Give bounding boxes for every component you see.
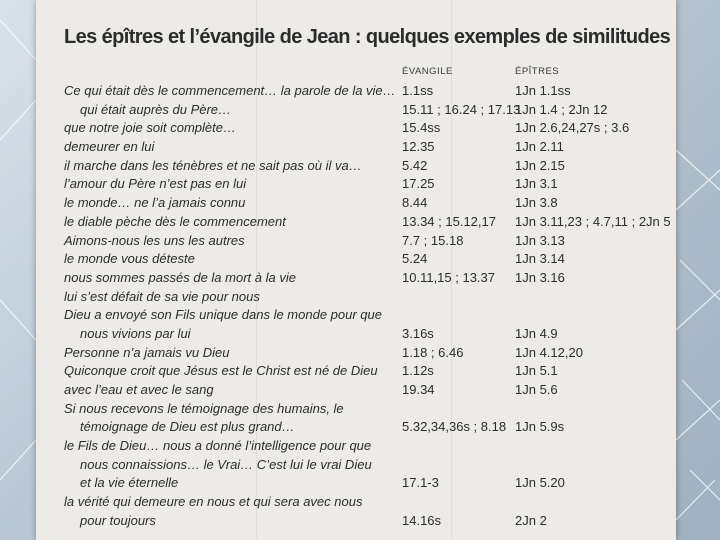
quotation-text: le Fils de Dieu… nous a donné l’intelligence pour que [64, 438, 372, 454]
table-row [36, 456, 676, 493]
evangile-reference: 10.11,15 ; 13.37 [402, 269, 496, 285]
table-row [36, 175, 676, 194]
epitres-reference: 1Jn 2.11 [515, 139, 564, 155]
table-row [36, 362, 676, 381]
quotation-cell [64, 138, 394, 157]
epitres-reference: 1Jn 1.4 ; 2Jn 12 [515, 101, 608, 117]
quotation-text: Dieu a envoyé son Fils unique dans le monde pour que [64, 307, 382, 323]
table-row [36, 157, 676, 176]
evangile-reference: 17.1-3 [402, 475, 439, 491]
quotation-text: que notre joie soit complète… [64, 120, 236, 136]
table-row [36, 119, 676, 138]
quotation-text: Si nous recevons le témoignage des humains, le [64, 400, 344, 416]
quotation-text: Aimons-nous les uns les autres [64, 232, 245, 248]
evangile-reference: 5.42 [402, 157, 428, 173]
table-row [36, 213, 676, 232]
epitres-reference: 1Jn 3.14 [515, 251, 565, 267]
table-row [36, 232, 676, 251]
table-row [36, 269, 676, 288]
quotation-cell [64, 250, 394, 269]
epitres-reference: 1Jn 3.16 [515, 269, 565, 285]
epitres-reference: 1Jn 3.13 [515, 232, 565, 248]
quotation-text-continued: pour toujours [80, 512, 156, 528]
table-row [36, 493, 676, 530]
epitres-reference: 1Jn 5.9s [515, 419, 565, 435]
quotation-text: l’amour du Père n’est pas en lui [64, 176, 247, 192]
quotation-cell [64, 400, 394, 437]
quotation-text: lui s’est défait de sa vie pour nous [64, 288, 260, 304]
evangile-reference: 13.34 ; 15.12,17 [402, 213, 496, 229]
quotation-cell [64, 381, 394, 400]
evangile-reference: 1.1ss [402, 83, 434, 98]
evangile-reference: 7.7 ; 15.18 [402, 232, 464, 248]
header-evangile: ÉVANGILE [402, 66, 453, 77]
quotation-cell [64, 157, 394, 176]
epitres-reference: 1Jn 4.12,20 [515, 344, 583, 360]
quotation-text: nous sommes passés de la mort à la vie [64, 269, 296, 285]
epitres-reference: 1Jn 3.1 [515, 176, 558, 192]
quotation-text: la vérité qui demeure en nous et qui sera avec nous [64, 494, 363, 510]
quotation-text-continued: nous vivions par lui [80, 325, 191, 341]
quotation-text: Personne n’a jamais vu Dieu [64, 344, 230, 360]
quotation-text-continued: témoignage de Dieu est plus grand… [80, 419, 295, 435]
evangile-reference: 3.16s [402, 325, 434, 341]
table-row [36, 82, 676, 101]
epitres-reference: 2Jn 2 [515, 512, 547, 528]
quotation-cell [64, 194, 394, 213]
table-row [36, 344, 676, 363]
table-row [36, 138, 676, 157]
quotation-cell [64, 306, 394, 343]
quotation-cell [64, 175, 394, 194]
quotation-cell [64, 362, 394, 381]
evangile-reference: 1.12s [402, 363, 434, 379]
evangile-reference: 17.25 [402, 176, 435, 192]
quotation-text: le monde vous déteste [64, 251, 195, 267]
table-row [36, 381, 676, 400]
epitres-reference: 1Jn 2.6,24,27s ; 3.6 [515, 120, 630, 136]
quotation-cell [64, 119, 394, 138]
evangile-reference: 12.35 [402, 139, 435, 155]
quotation-text-continued: et la vie éternelle [80, 475, 179, 491]
quotation-text: le monde… ne l’a jamais connu [64, 195, 246, 211]
quotation-cell [64, 269, 394, 288]
epitres-reference: 1Jn 2.15 [515, 157, 565, 173]
epitres-reference: 1Jn 3.8 [515, 195, 558, 211]
quotation-cell [64, 213, 394, 232]
quotation-text: le diable pèche dès le commencement [64, 213, 286, 229]
quotation-cell [64, 232, 394, 251]
epitres-reference: 1Jn 5.20 [515, 475, 565, 491]
header-epitres: ÉPÎTRES [515, 66, 560, 77]
evangile-reference: 5.24 [402, 251, 428, 267]
table-row [36, 437, 676, 456]
quotation-cell [64, 437, 394, 456]
epitres-reference: 1Jn 3.11,23 ; 4.7,11 ; 2Jn 5 [515, 213, 671, 229]
quotation-text: nous connaissions… le Vrai… C’est lui le vrai Dieu [80, 456, 372, 472]
quotation-text: Ce qui était dès le commencement… la parole de la vie… [64, 83, 396, 98]
epitres-reference: 1Jn 1.1ss [515, 83, 571, 98]
page-title: Les épîtres et l’évangile de Jean : quelques exemples de similitudes [64, 26, 671, 48]
document-page [36, 0, 676, 540]
table-row [36, 194, 676, 213]
table-row [36, 101, 676, 120]
table-row [36, 400, 676, 437]
evangile-reference: 1.18 ; 6.46 [402, 344, 464, 360]
table-row [36, 288, 676, 307]
quotation-text: Quiconque croit que Jésus est le Christ est né de Dieu [64, 363, 378, 379]
evangile-reference: 14.16s [402, 512, 442, 528]
quotation-cell [64, 456, 394, 493]
table-row [36, 250, 676, 269]
evangile-reference: 19.34 [402, 382, 435, 398]
quotation-cell [64, 288, 394, 307]
evangile-reference: 15.4ss [402, 120, 441, 136]
table-row [36, 306, 676, 343]
quotation-cell [64, 82, 394, 101]
epitres-reference: 1Jn 4.9 [515, 325, 558, 341]
quotation-cell [64, 493, 394, 530]
evangile-reference: 15.11 ; 16.24 ; 17.13 [402, 101, 521, 117]
quotation-cell [64, 344, 394, 363]
epitres-reference: 1Jn 5.1 [515, 363, 558, 379]
quotation-cell [64, 101, 394, 120]
epitres-reference: 1Jn 5.6 [515, 382, 558, 398]
similarity-table [36, 82, 676, 531]
quotation-text: avec l’eau et avec le sang [64, 382, 214, 398]
evangile-reference: 8.44 [402, 195, 428, 211]
quotation-text: demeurer en lui [64, 139, 155, 155]
quotation-text: il marche dans les ténèbres et ne sait pas où il va… [64, 157, 362, 173]
evangile-reference: 5.32,34,36s ; 8.18 [402, 419, 507, 435]
quotation-text: qui était auprès du Père… [80, 101, 232, 117]
